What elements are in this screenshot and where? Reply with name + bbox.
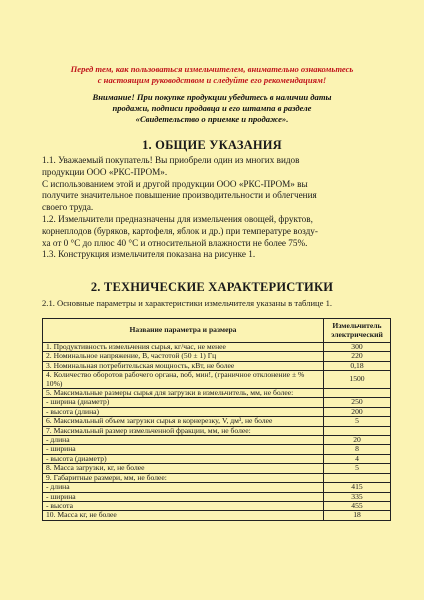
cell-name: - ширина	[43, 492, 324, 501]
warning-black-line: Внимание! При покупке продукции убедитесь в наличии даты	[92, 92, 332, 102]
body-line: получите значительное повышение производительности и облегчения	[42, 190, 317, 201]
cell-name: - высота (длина)	[43, 407, 324, 416]
cell-value: 220	[324, 352, 391, 361]
header-parameter-name: Название параметра и размера	[43, 319, 324, 343]
cell-name: 2. Номинальное напряжение, В, частотой (50 ± 1) Гц	[43, 352, 324, 361]
table-row	[43, 492, 391, 501]
warning-read-manual	[24, 64, 400, 86]
cell-value: 18	[324, 511, 391, 520]
cell-value: 335	[324, 492, 391, 501]
cell-value: 20	[324, 436, 391, 445]
warning-red-line: с настоящим руководством и следуйте его рекомендациям!	[97, 75, 327, 85]
cell-name: 4. Количество оборотов рабочего органа, nоб, мин!, (граничное отклонение ± % 10%)	[43, 371, 324, 389]
section-1-body	[42, 155, 394, 261]
cell-name: 9. Габаритные размери, мм, не более:	[43, 473, 324, 482]
cell-name: - ширина	[43, 445, 324, 454]
cell-name: 10. Масса кг, не более	[43, 511, 324, 520]
body-line: корнеплодов (буряков, картофеля, яблок и др.) при температуре возду-	[42, 225, 318, 236]
cell-name: 7. Максимальный размер измельченной фракции, мм, не более:	[43, 426, 324, 435]
cell-name: - длина	[43, 436, 324, 445]
body-line: своего труда.	[42, 202, 94, 213]
cell-value: 0,18	[324, 361, 391, 370]
body-line: ха от 0 °С до плюс 40 °С и относительной влажности не более 75%.	[42, 237, 308, 248]
cell-value: 415	[324, 483, 391, 492]
table-row	[43, 398, 391, 407]
section-2-intro: 2.1. Основные параметры и характеристики измельчителя указаны в таблице 1.	[42, 298, 333, 308]
body-line: 1.3. Конструкция измельчителя показана на рисунке 1.	[42, 249, 256, 260]
warning-black-line: «Свидетельство о приемке и продаже».	[135, 114, 289, 124]
body-line: 1.2. Измельчители предназначены для измельчения овощей, фруктов,	[42, 213, 313, 224]
table-row	[43, 426, 391, 435]
table-header-row	[43, 319, 391, 343]
table-row	[43, 417, 391, 426]
section-1-title: 1. ОБЩИЕ УКАЗАНИЯ	[142, 138, 282, 152]
cell-name: 6. Максимальный объем загрузки сырья в корнерезку, V, дм³, не более	[43, 417, 324, 426]
warning-purchase-check	[24, 92, 400, 125]
table-row	[43, 483, 391, 492]
spec-table	[42, 318, 391, 521]
cell-value: 250	[324, 398, 391, 407]
table-row	[43, 436, 391, 445]
section-2-title: 2. ТЕХНИЧЕСКИЕ ХАРАКТЕРИСТИКИ	[90, 280, 334, 294]
table-row	[43, 371, 391, 389]
table-row	[43, 445, 391, 454]
table-row	[43, 464, 391, 473]
cell-name: - длина	[43, 483, 324, 492]
cell-value: 5	[324, 417, 391, 426]
cell-value: 4	[324, 454, 391, 463]
table-row	[43, 511, 391, 520]
cell-value: 5	[324, 464, 391, 473]
cell-name: 1. Продуктивность измельчения сырья, кг/час, не менее	[43, 343, 324, 352]
cell-name: 3. Номинальная потребительская мощность, кВт, не более	[43, 361, 324, 370]
cell-value: 300	[324, 343, 391, 352]
header-value: Измельчитель электрический	[324, 319, 391, 343]
cell-name: 5. Максимальные размеры сырья для загрузки в измельчитель, мм, не более:	[43, 389, 324, 398]
table-row	[43, 352, 391, 361]
cell-name: - высота	[43, 501, 324, 510]
table-row	[43, 473, 391, 482]
body-line: 1.1. Уважаемый покупатель! Вы приобрели один из многих видов	[42, 155, 300, 165]
cell-value: 8	[324, 445, 391, 454]
cell-value: 455	[324, 501, 391, 510]
warning-black-line: продажи, подписи продавца и его штампа в разделе	[112, 103, 312, 113]
cell-value: 1500	[324, 371, 391, 389]
body-line: продукции ООО «РКС-ПРОМ».	[42, 166, 168, 177]
body-line: С использованием этой и другой продукции ООО «РКС-ПРОМ» вы	[42, 178, 308, 189]
warning-red-line: Перед тем, как пользоваться измельчителем, внимательно ознакомьтесь	[70, 64, 354, 74]
cell-name: - ширина (диаметр)	[43, 398, 324, 407]
cell-name: 8. Масса загрузки, кг, не более	[43, 464, 324, 473]
cell-value: 200	[324, 407, 391, 416]
cell-name: - высота (диаметр)	[43, 454, 324, 463]
